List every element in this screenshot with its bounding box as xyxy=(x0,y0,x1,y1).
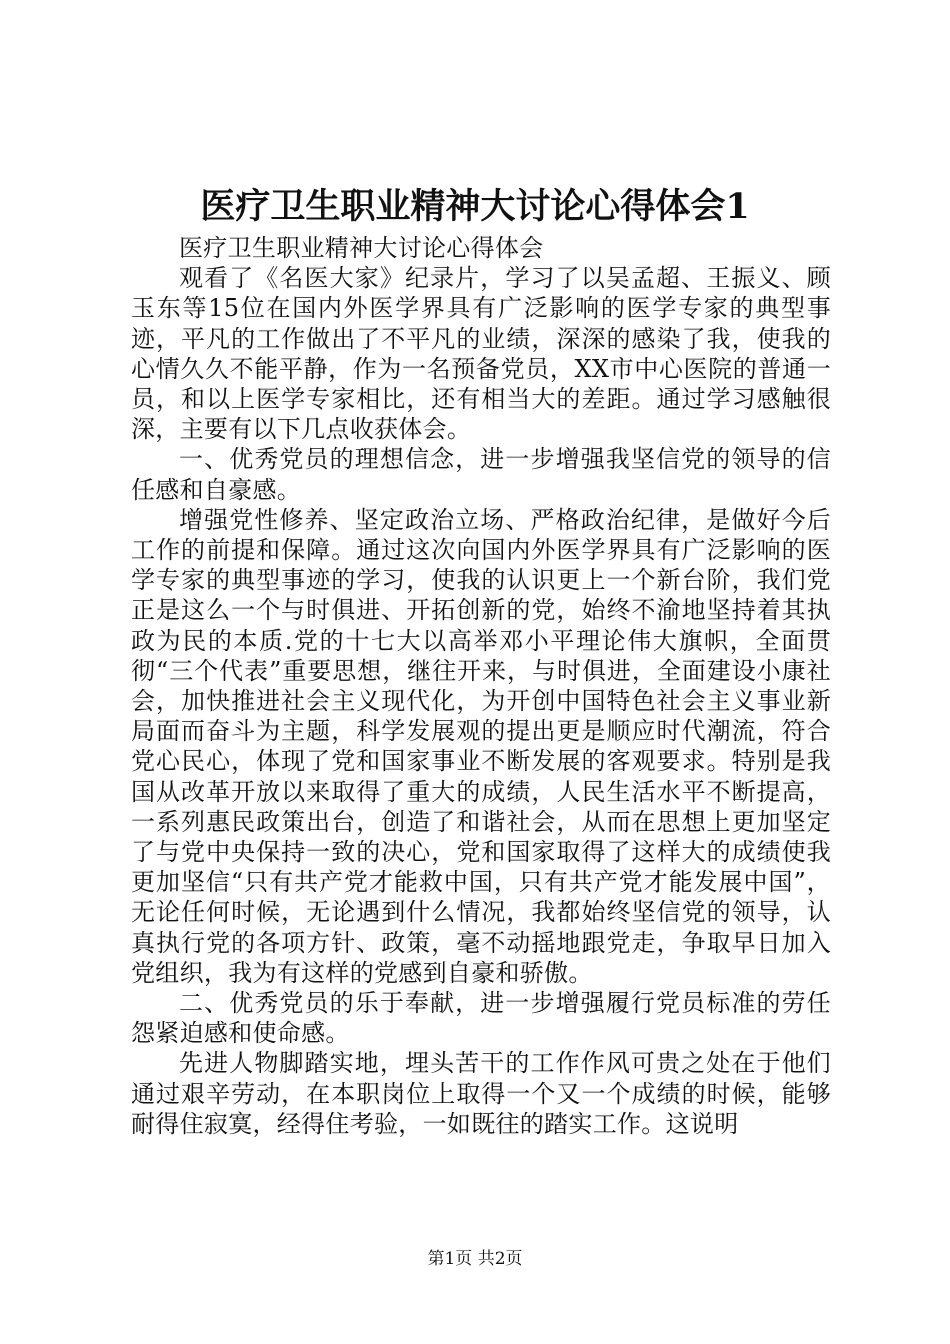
page-title: 医疗卫生职业精神大讨论心得体会1 xyxy=(200,186,750,227)
paragraph-intro: 观看了《名医大家》纪录片，学习了以吴孟超、王振义、顾玉东等15位在国内外医学界具有广泛影响的医学专家的典型事迹，平凡的工作做出了不平凡的业绩，深深的感染了我，使我的心情久久不能平静，作为一名预备党员，XX市中心医院的普通一员，和以上医学专家相比，还有相当大的差距。通过学习感触很深，主要有以下几点收获体会。 xyxy=(131,264,831,444)
document-body xyxy=(131,233,831,1139)
paragraph-heading-two: 二、优秀党员的乐于奉献，进一步增强履行党员标准的劳任怨紧迫感和使命感。 xyxy=(131,989,831,1048)
paragraph-subtitle: 医疗卫生职业精神大讨论心得体会 xyxy=(179,234,544,262)
paragraph-body-one: 增强党性修养、坚定政治立场、严格政治纪律，是做好今后工作的前提和保障。通过这次向国内外医学界具有广泛影响的医学专家的典型事迹的学习，使我的认识更上一个新台阶，我们党正是这么一个与时俱进、开拓创新的党，始终不渝地坚持着其执政为民的本质.党的十七大以高举邓小平理论伟大旗帜，全面贯彻“三个代表”重要思想，继往开来，与时俱进，全面建设小康社会，加快推进社会主义现代化，为开创中国特色社会主义事业新局面而奋斗为主题，科学发展观的提出更是顺应时代潮流，符合党心民心，体现了党和国家事业不断发展的客观要求。特别是我国从改革开放以来取得了重大的成绩，人民生活水平不断提高，一系列惠民政策出台，创造了和谐社会，从而在思想上更加坚定了与党中央保持一致的决心，党和国家取得了这样大的成绩使我更加坚信“只有共产党才能救中国，只有共产党才能发展中国”，无论任何时候，无论遇到什么情况，我都始终坚信党的领导，认真执行党的各项方针、政策，毫不动摇地跟党走，争取早日加入党组织，我为有这样的党感到自豪和骄傲。 xyxy=(131,505,831,987)
paragraph-heading-one: 一、优秀党员的理想信念，进一步增强我坚信党的领导的信任感和自豪感。 xyxy=(131,445,831,504)
paragraph-body-two: 先进人物脚踏实地，埋头苦干的工作作风可贵之处在于他们通过艰辛劳动，在本职岗位上取得一个又一个成绩的时候，能够耐得住寂寞，经得住考验，一如既往的踏实工作。这说明 xyxy=(131,1049,831,1138)
page-number-footer: 第1页 共2页 xyxy=(427,1249,523,1269)
